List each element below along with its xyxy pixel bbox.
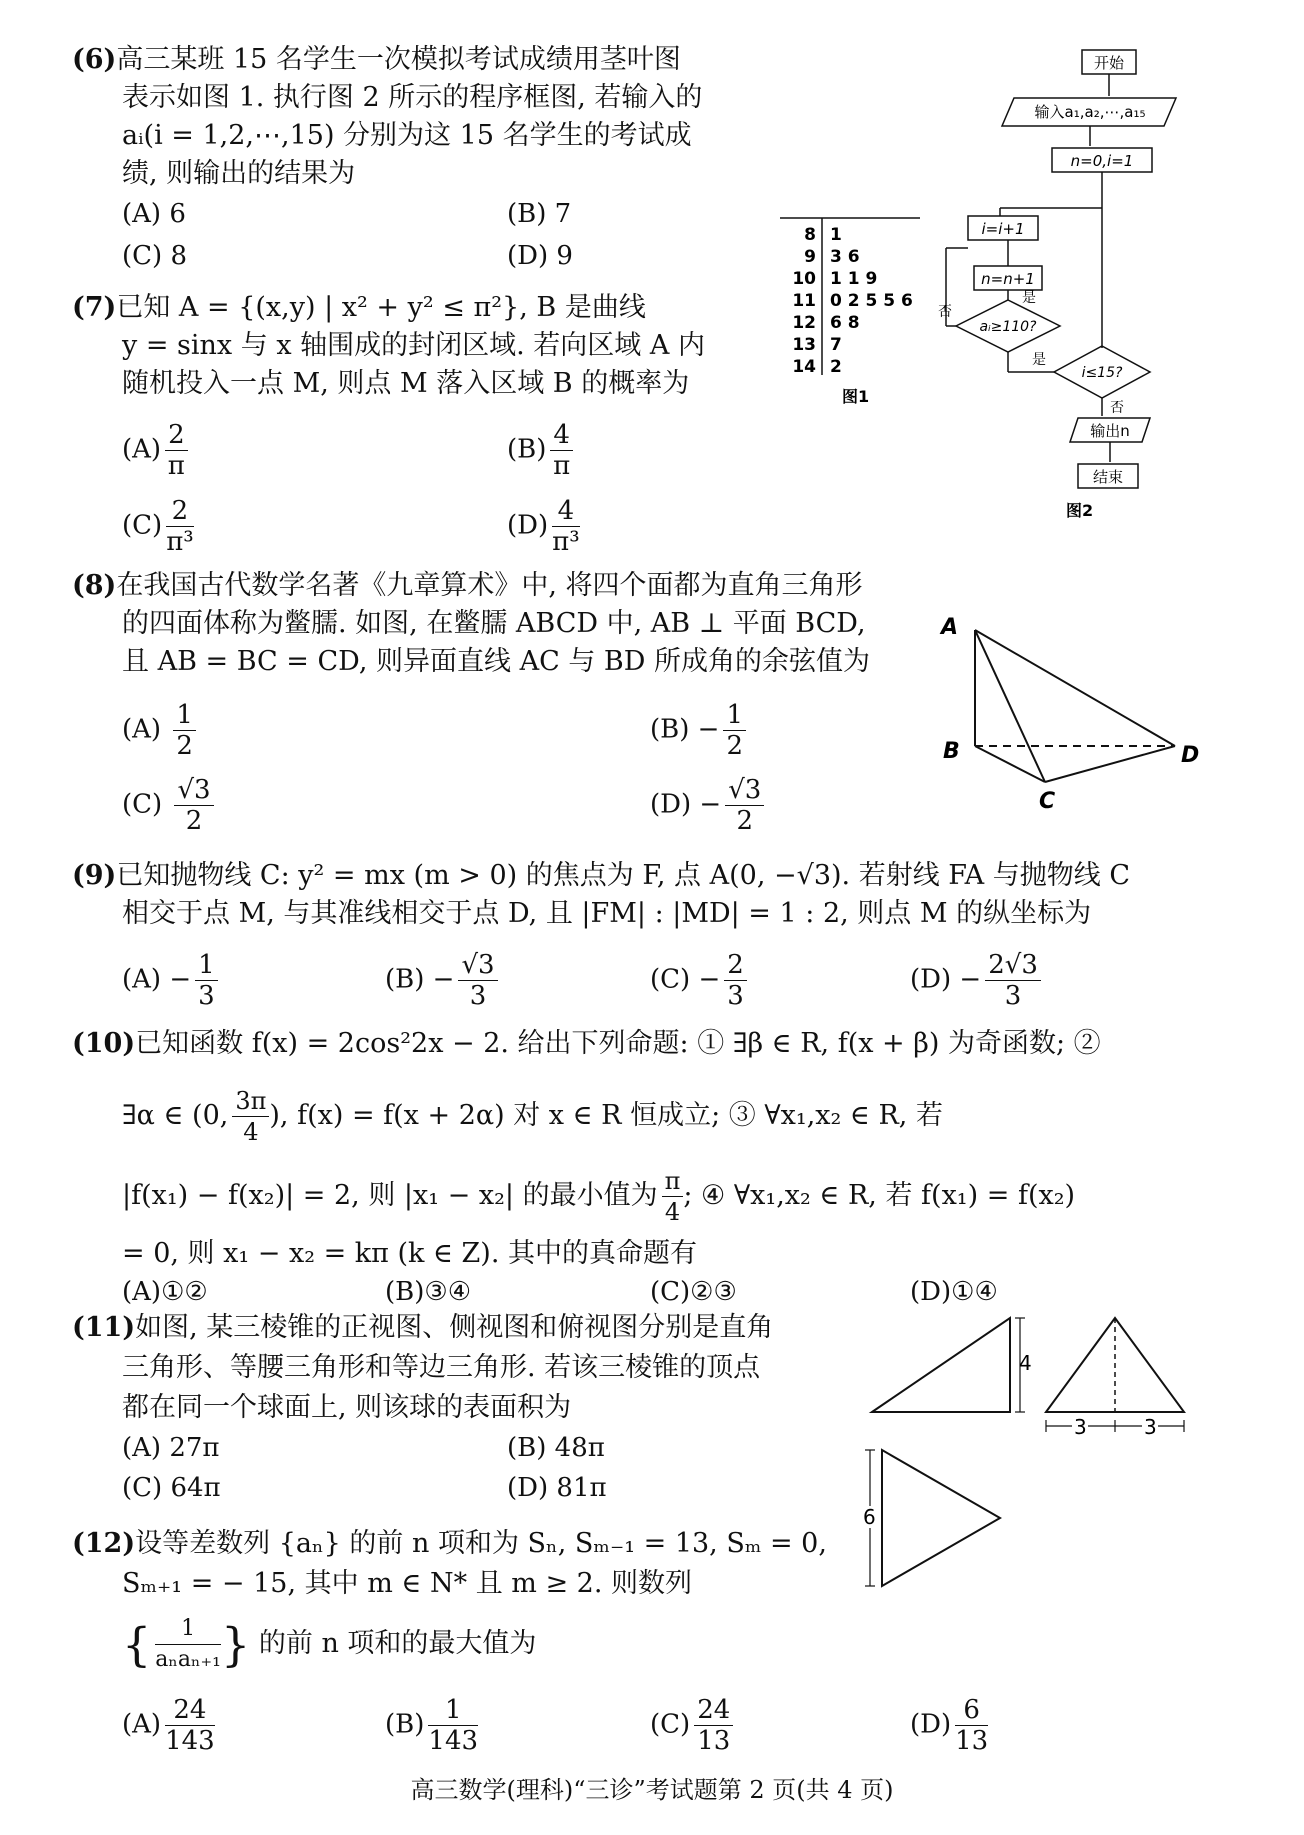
label-c: C bbox=[1039, 789, 1056, 814]
q7-line1: (7)已知 A = {(x,y) | x² + y² ≤ π²}, B 是曲线 bbox=[72, 292, 646, 323]
leaf-values: 1 bbox=[830, 225, 842, 245]
q6-line1: (6)高三某班 15 名学生一次模拟考试成绩用茎叶图 bbox=[72, 44, 681, 75]
q7-line3: 随机投入一点 M, 则点 M 落入区域 B 的概率为 bbox=[122, 368, 690, 399]
q6-option-c: (C) 8 bbox=[122, 241, 187, 271]
dim-side: 6 bbox=[863, 1505, 876, 1529]
q11-option-b: (B) 48π bbox=[507, 1433, 605, 1463]
q10-line3: |f(x₁) − f(x₂)| = 2, 则 |x₁ − x₂| 的最小值为 $\frac{\pi}{4}$ ; ④ ∀x₁,x₂ ∈ R, 若 f(x₁) = f(x₂) bbox=[122, 1167, 1076, 1226]
stem-value: 10 bbox=[792, 269, 816, 289]
label-b: B bbox=[943, 739, 960, 764]
q12-option-c: (C) $\frac{24}{13}$ bbox=[650, 1695, 733, 1756]
q6-line3: aᵢ(i = 1,2,⋯,15) 分别为这 15 名学生的考试成 bbox=[122, 120, 692, 151]
q7-option-c: (C) $\frac{2}{\text{π³}}$ bbox=[122, 496, 194, 557]
q12-option-d: (D) $\frac{6}{13}$ bbox=[910, 1695, 989, 1756]
q8-line2: 的四面体称为鳖臑. 如图, 在鳖臑 ABCD 中, AB ⊥ 平面 BCD, bbox=[122, 608, 866, 639]
flow-init: n=0,i=1 bbox=[1070, 152, 1134, 170]
flowchart bbox=[940, 48, 1190, 518]
q11-option-a: (A) 27π bbox=[122, 1433, 220, 1463]
q9-line1: (9)已知抛物线 C: y² = mx (m > 0) 的焦点为 F, 点 A(0, −√3). 若射线 FA 与抛物线 C bbox=[72, 860, 1130, 891]
leaf-values: 3 6 bbox=[830, 247, 860, 267]
flow-input: 输入a₁,a₂,⋯,a₁₅ bbox=[1034, 103, 1146, 121]
stem-leaf-plot bbox=[780, 210, 930, 410]
q8-option-b: (B) − $\frac{1}{2}$ bbox=[650, 700, 746, 761]
leaf-values: 0 2 5 5 6 bbox=[830, 291, 913, 311]
q10-option-a: (A)①② bbox=[122, 1277, 208, 1307]
q12-line1: (12)设等差数列 {aₙ} 的前 n 项和为 Sₙ, Sₘ₋₁ = 13, Sₘ = 0, bbox=[72, 1528, 827, 1559]
q6-option-a: (A) 6 bbox=[122, 199, 186, 229]
q12-line3: { $\frac{1}{\text{aₙaₙ₊₁}}$ } 的前 n 项和的最大值为 bbox=[122, 1616, 537, 1672]
q8-option-d: (D) − $\frac{√3}{2}$ bbox=[650, 775, 764, 836]
q7-option-d: (D) $\frac{4}{\text{π³}}$ bbox=[507, 496, 580, 557]
q12-line2: Sₘ₊₁ = − 15, 其中 m ∈ N* 且 m ≥ 2. 则数列 bbox=[122, 1568, 693, 1599]
q9-option-d: (D) − $\frac{2√3}{3}$ bbox=[910, 950, 1041, 1011]
dim-half-left: 3 bbox=[1074, 1415, 1087, 1439]
q10-line1: (10)已知函数 f(x) = 2cos²2x − 2. 给出下列命题: ① ∃β ∈ R, f(x + β) 为奇函数; ② bbox=[72, 1028, 1101, 1059]
stem-value: 14 bbox=[792, 357, 816, 377]
flow-inc-n: n=n+1 bbox=[981, 270, 1035, 288]
flow-cond1: aᵢ≥110? bbox=[979, 319, 1037, 335]
stem-value: 12 bbox=[792, 313, 816, 333]
q6-line4: 绩, 则输出的结果为 bbox=[122, 158, 356, 189]
leaf-values: 2 bbox=[830, 357, 842, 377]
q11-line2: 三角形、等腰三角形和等边三角形. 若该三棱锥的顶点 bbox=[122, 1352, 761, 1383]
q7-option-b: (B) $\frac{4}{\pi}$ bbox=[507, 420, 573, 481]
q8-option-c: (C) $\frac{√3}{2}$ bbox=[122, 775, 214, 836]
q11-option-c: (C) 64π bbox=[122, 1473, 221, 1503]
flow-yes-2: 是 bbox=[1032, 352, 1046, 368]
leaf-values: 6 8 bbox=[830, 313, 860, 333]
q10-option-d: (D)①④ bbox=[910, 1277, 998, 1307]
q11-option-d: (D) 81π bbox=[507, 1473, 607, 1503]
stem-value: 11 bbox=[792, 291, 816, 311]
dim-height: 4 bbox=[1019, 1351, 1032, 1375]
q9-option-c: (C) − $\frac{2}{3}$ bbox=[650, 950, 747, 1011]
fig1-caption: 图1 bbox=[842, 387, 870, 406]
fig2-caption: 图2 bbox=[1066, 501, 1094, 520]
q11-line3: 都在同一个球面上, 则该球的表面积为 bbox=[122, 1392, 572, 1423]
q12-option-a: (A) $\frac{24}{143}$ bbox=[122, 1695, 215, 1756]
q6-line2: 表示如图 1. 执行图 2 所示的程序框图, 若输入的 bbox=[122, 82, 703, 113]
three-view-figure bbox=[860, 1310, 1220, 1610]
label-d: D bbox=[1181, 743, 1200, 768]
leaf-values: 1 1 9 bbox=[830, 269, 878, 289]
flow-no-2: 否 bbox=[1110, 400, 1124, 416]
q11-line1: (11)如图, 某三棱锥的正视图、侧视图和俯视图分别是直角 bbox=[72, 1312, 774, 1343]
flow-end: 结束 bbox=[1092, 468, 1124, 486]
q10-option-b: (B)③④ bbox=[385, 1277, 472, 1307]
q10-option-c: (C)②③ bbox=[650, 1277, 737, 1307]
q6-option-d: (D) 9 bbox=[507, 241, 573, 271]
q10-line4: = 0, 则 x₁ − x₂ = kπ (k ∈ Z). 其中的真命题有 bbox=[122, 1238, 698, 1269]
flow-no-1: 否 bbox=[938, 304, 952, 320]
q12-option-b: (B) $\frac{1}{143}$ bbox=[385, 1695, 479, 1756]
q8-option-a: (A) $\frac{1}{2}$ bbox=[122, 700, 196, 761]
q9-option-b: (B) − $\frac{√3}{3}$ bbox=[385, 950, 498, 1011]
q9-line2: 相交于点 M, 与其准线相交于点 D, 且 |FM| : |MD| = 1 : 2, 则点 M 的纵坐标为 bbox=[122, 898, 1092, 929]
stem-value: 13 bbox=[792, 335, 816, 355]
q9-option-a: (A) − $\frac{1}{3}$ bbox=[122, 950, 218, 1011]
q8-line3: 且 AB = BC = CD, 则异面直线 AC 与 BD 所成角的余弦值为 bbox=[122, 646, 870, 677]
flow-start: 开始 bbox=[1093, 54, 1125, 72]
dim-half-right: 3 bbox=[1144, 1415, 1157, 1439]
flow-inc-i: i=i+1 bbox=[981, 220, 1025, 238]
flow-yes-1: 是 bbox=[1022, 290, 1036, 306]
q10-line2: ∃α ∈ (0, $\frac{3\pi}{4}$ ), f(x) = f(x + 2α) 对 x ∈ R 恒成立; ③ ∀x₁,x₂ ∈ R, 若 bbox=[122, 1087, 943, 1146]
tetrahedron-figure bbox=[935, 610, 1215, 820]
stem-value: 8 bbox=[804, 225, 816, 245]
q7-option-a: (A) $\frac{2}{\pi}$ bbox=[122, 420, 188, 481]
leaf-values: 7 bbox=[830, 335, 842, 355]
q7-line2: y = sinx 与 x 轴围成的封闭区域. 若向区域 A 内 bbox=[122, 330, 705, 361]
flow-output: 输出n bbox=[1090, 422, 1130, 440]
q6-option-b: (B) 7 bbox=[507, 199, 572, 229]
page-footer: 高三数学(理科)“三诊”考试题第 2 页(共 4 页) bbox=[410, 1776, 894, 1804]
stem-value: 9 bbox=[804, 247, 816, 267]
label-a: A bbox=[941, 615, 959, 640]
flow-cond2: i≤15? bbox=[1081, 365, 1123, 381]
q8-line1: (8)在我国古代数学名著《九章算术》中, 将四个面都为直角三角形 bbox=[72, 570, 863, 601]
